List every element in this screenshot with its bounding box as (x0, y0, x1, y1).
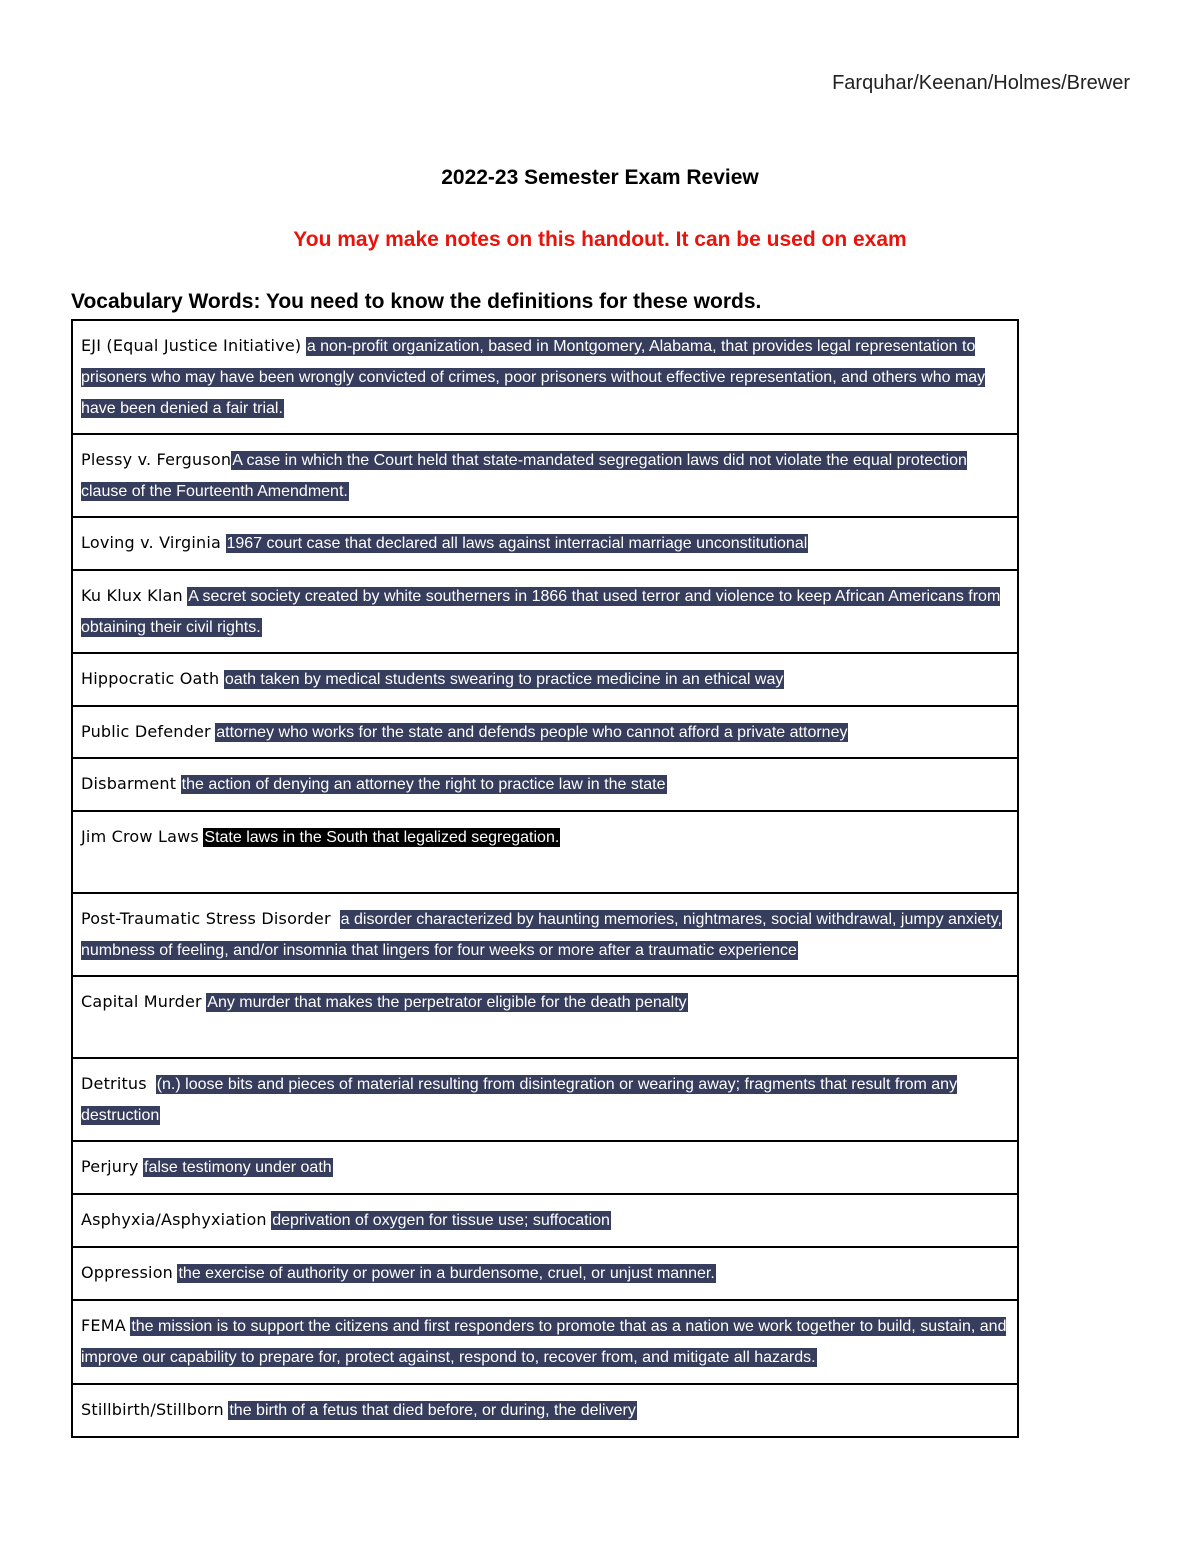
vocab-term: Ku Klux Klan (81, 586, 183, 605)
vocab-row (72, 434, 1018, 517)
handout-notice: You may make notes on this handout. It can be used on exam (293, 228, 907, 251)
vocab-term: Hippocratic Oath (81, 669, 220, 688)
vocab-definition: oath taken by medical students swearing to practice medicine in an ethical way (224, 671, 784, 688)
vocab-definition: A secret society created by white southerners in 1866 that used terror and violence to keep African Americans from obtaining their civil rights. (81, 588, 1001, 636)
vocab-row (72, 811, 1018, 893)
vocab-row (72, 706, 1018, 758)
vocab-term: Loving v. Virginia (81, 533, 222, 552)
vocab-definition: deprivation of oxygen for tissue use; suffocation (272, 1212, 610, 1229)
vocab-term: Public Defender (81, 722, 211, 741)
vocab-definition: the mission is to support the citizens and first responders to promote that as a nation we work together to build, sustain, and improve our capability to prepare for, protect against, respond to, recover from, and mitigate all hazards. (81, 1318, 1007, 1366)
vocab-definition: attorney who works for the state and defends people who cannot afford a private attorney (216, 724, 848, 741)
vocab-definition: false testimony under oath (144, 1159, 332, 1176)
vocab-row (72, 570, 1018, 653)
vocab-definition: the exercise of authority or power in a burdensome, cruel, or unjust manner. (178, 1265, 715, 1282)
vocab-term: Post-Traumatic Stress Disorder (81, 909, 331, 928)
vocab-term: Oppression (81, 1263, 174, 1282)
vocab-row (72, 320, 1018, 434)
vocab-row (72, 1058, 1018, 1141)
vocab-definition: A case in which the Court held that state-mandated segregation laws did not violate the equal protection clause of the Fourteenth Amendment. (81, 452, 967, 500)
vocab-term: Asphyxia/Asphyxiation (81, 1210, 267, 1229)
page-title: 2022-23 Semester Exam Review (441, 166, 759, 189)
vocab-definition: (n.) loose bits and pieces of material resulting from disintegration or wearing away; fragments that result from any destruction (81, 1076, 958, 1124)
vocab-row (72, 1194, 1018, 1247)
author-names: Farquhar/Keenan/Holmes/Brewer (832, 72, 1130, 94)
vocab-term: Stillbirth/Stillborn (81, 1400, 224, 1419)
vocab-term: Capital Murder (81, 992, 202, 1011)
vocab-definition: the birth of a fetus that died before, or during, the delivery (229, 1402, 636, 1419)
vocab-term: FEMA (81, 1316, 126, 1335)
vocab-row (72, 893, 1018, 976)
vocab-row (72, 1141, 1018, 1194)
vocab-row (72, 1247, 1018, 1300)
vocab-row (72, 517, 1018, 570)
vocabulary-table (71, 319, 1019, 1438)
vocab-term: Jim Crow Laws (81, 827, 199, 846)
vocab-term: Perjury (81, 1157, 139, 1176)
vocab-definition: the action of denying an attorney the right to practice law in the state (181, 776, 666, 793)
vocab-row (72, 758, 1018, 811)
vocab-row (72, 1384, 1018, 1437)
vocabulary-heading: Vocabulary Words: You need to know the definitions for these words. (71, 290, 762, 313)
vocab-definition: a disorder characterized by haunting memories, nightmares, social withdrawal, jumpy anxiety, numbness of feeling, and/or insomnia that lingers for four weeks or more after a traumatic experience (81, 911, 1002, 959)
vocab-definition: a non-profit organization, based in Montgomery, Alabama, that provides legal representation to prisoners who may have been wrongly convicted of crimes, poor prisoners without effective representation, and others who may have been denied a fair trial. (81, 338, 986, 417)
vocab-term: Plessy v. Ferguson (81, 450, 232, 469)
vocab-definition: State laws in the South that legalized segregation. (204, 829, 560, 846)
vocab-term: Detritus (81, 1074, 147, 1093)
vocab-term: EJI (Equal Justice Initiative) (81, 336, 302, 355)
vocab-row (72, 976, 1018, 1058)
vocab-row (72, 1300, 1018, 1384)
vocab-row (72, 653, 1018, 706)
vocab-definition: Any murder that makes the perpetrator eligible for the death penalty (207, 994, 687, 1011)
vocab-definition: 1967 court case that declared all laws against interracial marriage unconstitutional (226, 535, 808, 552)
vocab-term: Disbarment (81, 774, 177, 793)
